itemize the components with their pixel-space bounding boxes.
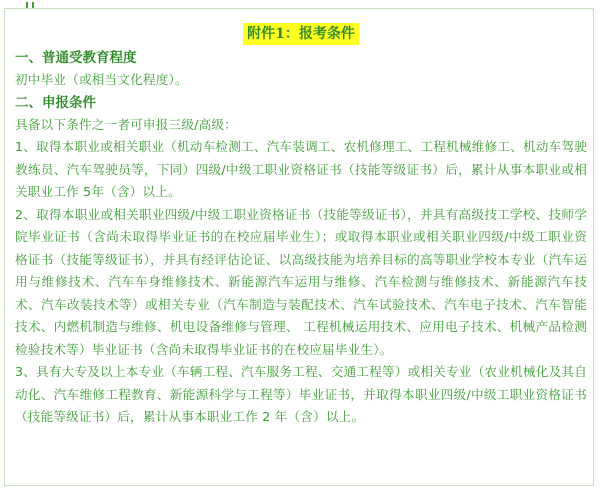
document-content [15, 21, 587, 429]
document-frame [4, 8, 594, 486]
condition-item-3: 3、具有大专及以上本专业（车辆工程、汽车服务工程、交通工程等）或相关专业（农业机械化及其自动化、汽车维修工程教育、新能源科学与工程等）毕业证书，并取得本职业四级/中级工职业资格证书（技能等级证书）后，累计从事本职业工作 2 年（含）以上。 [15, 364, 587, 424]
education-requirement: 初中毕业（或相当文化程度）。 [15, 72, 188, 87]
condition-item-1: 1、取得本职业或相关职业（机动车检测工、汽车装调工、农机修理工、工程机械维修工、机动车驾驶教练员、汽车驾驶员等，下同）四级/中级工职业资格证书（技能等级证书）后，累计从事本职业或相关职业工作 5年（含）以上。 [15, 139, 587, 199]
section-heading-conditions: 二、申报条件 [15, 94, 96, 111]
document-title: 附件1：报考条件 [243, 23, 359, 45]
section-heading-education: 一、普通受教育程度 [15, 50, 137, 66]
title-wrap [15, 21, 587, 45]
condition-item-2: 2、取得本职业或相关职业四级/中级工职业资格证书（技能等级证书），并具有高级技工学校、技师学院毕业证书（含尚未取得毕业证书的在校应届毕业生）；或取得本职业或相关职业四级/中级工职业资格证书（技能等级证书），并具有经评估论证、以高级技能为培养目标的高等职业学校本专业（汽车运用与维修技术、汽车车身维修技术、新能源汽车运用与维修、汽车检测与维修技术、新能源汽车技术、汽车改装技术等）或相关专业（汽车制造与装配技术、汽车试验技术、汽车电子技术、汽车智能技术、内燃机制造与维修、机电设备维修与管理、 工程机械运用技术、应用电子技术、机械产品检测检验技术等）毕业证书（含尚未取得毕业证书的在校应届毕业生）。 [15, 206, 587, 357]
conditions-intro: 具备以下条件之一者可申报三级/高级： [15, 116, 237, 132]
